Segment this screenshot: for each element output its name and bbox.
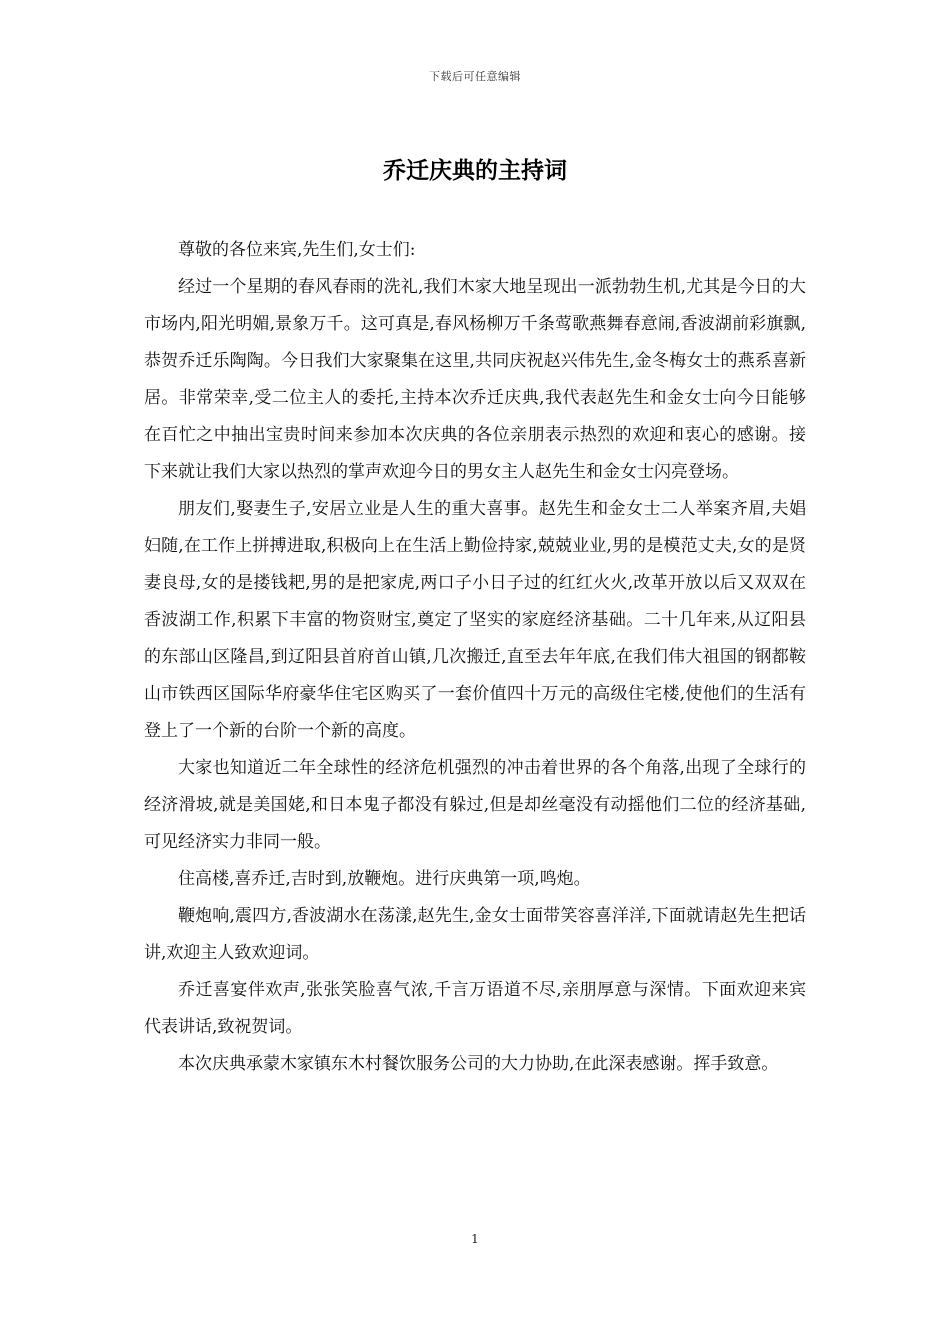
paragraph-thanks: 本次庆典承蒙木家镇东木村餐饮服务公司的大力协助,在此深表感谢。挥手致意。 — [178, 1054, 779, 1074]
paragraph-host-speech: 鞭炮响,震四方,香波湖水在荡漾,赵先生,金女士面带笑容喜洋洋,下面就请赵先生把话讲,欢迎主人致欢迎词。 — [144, 906, 806, 963]
paragraph-hosts-story: 朋友们,娶妻生子,安居立业是人生的重大喜事。赵先生和金女士二人举案齐眉,夫娼妇随,在工作上拼搏进取,积极向上在生活上勤俭持家,兢兢业业,男的是模范丈夫,女的是贤妻良母,女的是搂钱耙,男的是把家虎,两口子小日子过的红红火火,改革开放以后又双双在香波湖工作,积累下丰富的物资财宝,奠定了坚实的家庭经济基础。二十几年来,从辽阳县的东部山区隆昌,到辽阳县首府首山镇,几次搬迁,直至去年年底,在我们伟大祖国的钢都鞍山市铁西区国际华府豪华住宅区购买了一套价值四十万元的高级住宅楼,使他们的生活有登上了一个新的台阶一个新的高度。 — [144, 499, 806, 741]
document-body — [144, 232, 806, 1083]
document-title: 乔迁庆典的主持词 — [383, 157, 567, 184]
page-number: 1 — [471, 1232, 479, 1246]
paragraph-economy: 大家也知道近二年全球性的经济危机强烈的冲击着世界的各个角落,出现了全球行的经济滑坡,就是美国姥,和日本鬼子都没有躲过,但是却丝毫没有动摇他们二位的经济基础,可见经济实力非同一般。 — [144, 758, 806, 852]
paragraph-salutation: 尊敬的各位来宾,先生们,女士们: — [178, 240, 416, 260]
page-header: 下载后可任意编辑 — [429, 70, 521, 83]
paragraph-firecrackers: 住高楼,喜乔迁,吉时到,放鞭炮。进行庆典第一项,鸣炮。 — [178, 869, 591, 889]
paragraph-guest-speech: 乔迁喜宴伴欢声,张张笑脸喜气浓,千言万语道不尽,亲朋厚意与深情。下面欢迎来宾代表讲话,致祝贺词。 — [144, 980, 806, 1037]
paragraph-opening: 经过一个星期的春风春雨的洗礼,我们木家大地呈现出一派勃勃生机,尤其是今日的大市场内,阳光明媚,景象万千。这可真是,春风杨柳万千条莺歌燕舞春意闹,香波湖前彩旗飘,恭贺乔迁乐陶陶。今日我们大家聚集在这里,共同庆祝赵兴伟先生,金冬梅女士的燕系喜新居。非常荣幸,受二位主人的委托,主持本次乔迁庆典,我代表赵先生和金女士向今日能够在百忙之中抽出宝贵时间来参加本次庆典的各位亲朋表示热烈的欢迎和衷心的感谢。接下来就让我们大家以热烈的掌声欢迎今日的男女主人赵先生和金女士闪亮登场。 — [144, 277, 806, 482]
